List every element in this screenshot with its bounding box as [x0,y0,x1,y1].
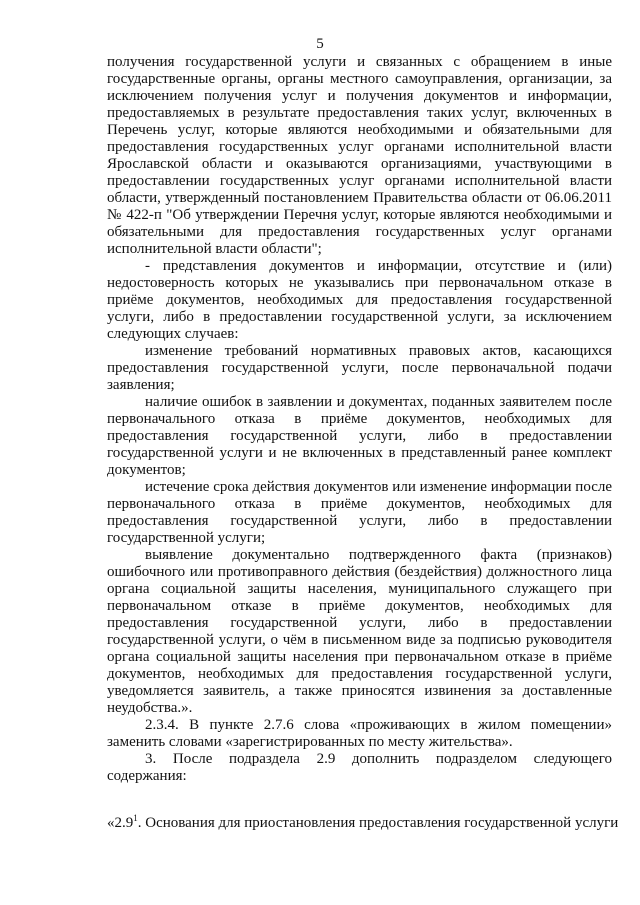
heading-superscript: 1 [133,813,138,823]
page-number: 5 [316,36,324,52]
body-text [107,54,612,785]
paragraph-3: изменение требований нормативных правовых актов, касающихся предоставления государственной услуги, после первоначальной подачи заявления; [107,343,612,393]
paragraph-2: - представления документов и информации, отсутствие и (или) недостоверность которых не указывались при первоначальном отказе в приёме документов, необходимых для предоставления государственной услуги, либо в предоставлении государственной услуги, за исключением следующих случаев: [107,258,612,342]
paragraph-5: истечение срока действия документов или изменение информации после первоначального отказа в приёме документов, необходимых для предоставления государственной услуги, либо в предоставлении государственной услуги; [107,479,612,546]
paragraph-4: наличие ошибок в заявлении и документах, поданных заявителем после первоначального отказа в приёме документов, необходимых для предоставления государственной услуги, либо в предоставлении государственной услуги и не включенных в представленный ранее комплект документов; [107,394,612,478]
paragraph-8: 3. После подраздела 2.9 дополнить подразделом следующего содержания: [107,751,612,784]
paragraph-6: выявление документально подтвержденного факта (признаков) ошибочного или противоправного действия (бездействия) должностного лица органа социальной защиты населения, муниципального служащего при первоначальном отказе в приёме документов, необходимых для предоставления государственной услуги, либо в предоставлении государственной услуги, о чём в письменном виде за подписью руководителя органа социальной защиты населения при первоначальном отказе в приёме документов, необходимых для предоставления государственной услуги, уведомляется заявитель, а также приносятся извинения за доставленные неудобства.». [107,547,612,716]
heading-prefix: «2.9 [107,815,134,831]
paragraph-1: получения государственной услуги и связанных с обращением в иные государственные органы, органы местного самоуправления, организации, за исключением получения услуг и получения документов и информации, предоставляемых в результате предоставления таких услуг, включенных в Перечень услуг, которые являются необходимыми и обязательными для предоставления государственных услуг органами исполнительной власти Ярославской области и оказываются организациями, участвующими в предоставлении государственных услуг органами исполнительной власти области, утвержденный постановлением Правительства области от 06.06.2011 № 422-п "Об утверждении Перечня услуг, которые являются необходимыми и обязательными для предоставления государственных услуг органами исполнительной власти области"; [107,54,612,257]
heading-text: . Основания для приостановления предоставления государственной услуги [137,815,619,831]
section-heading [107,815,627,832]
paragraph-7: 2.3.4. В пункте 2.7.6 слова «проживающих в жилом помещении» заменить словами «зарегистрированных по месту жительства». [107,717,612,750]
